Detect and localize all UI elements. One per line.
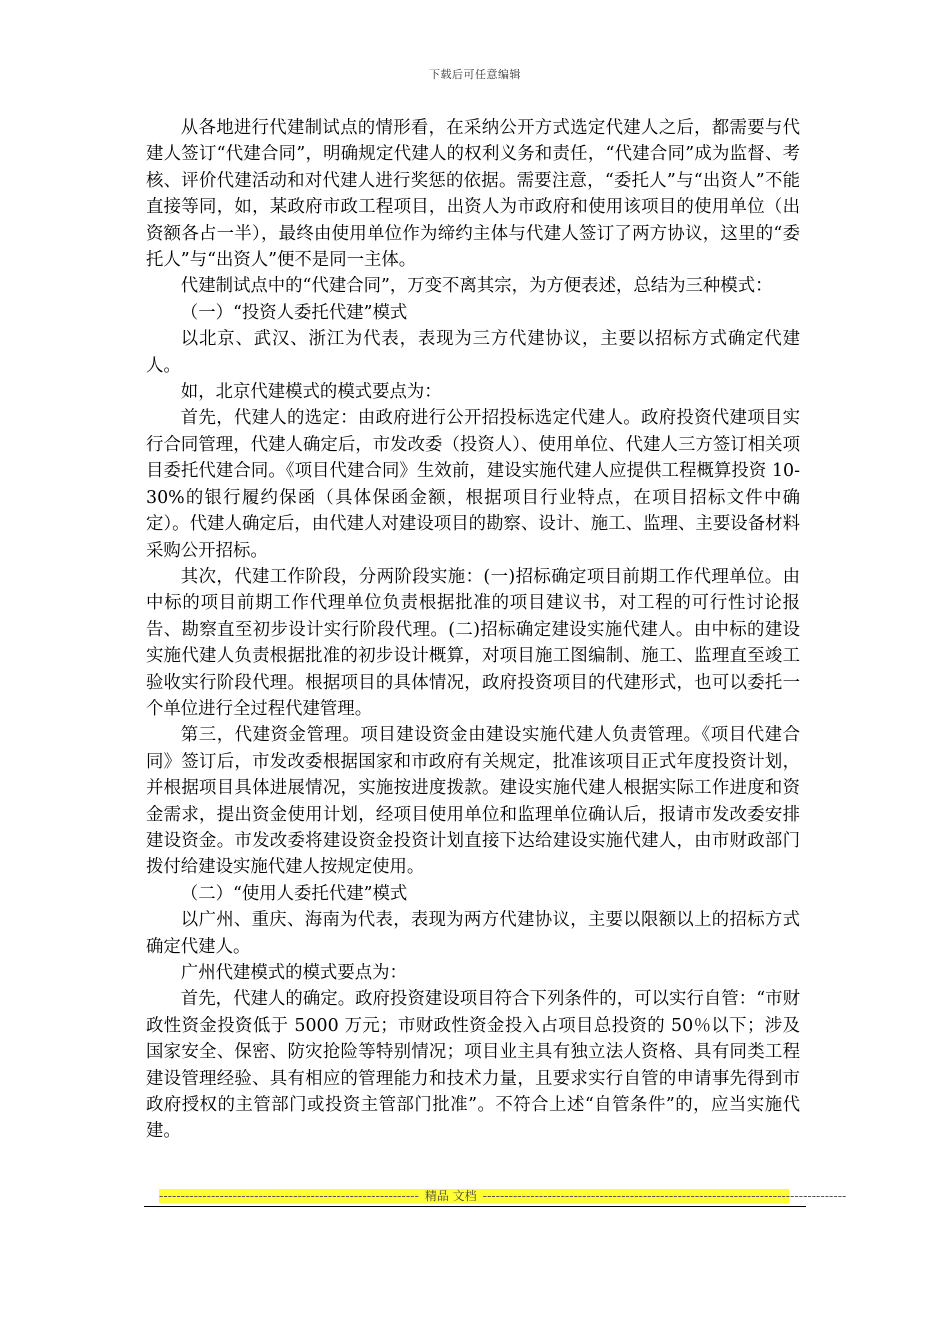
footer-rule <box>144 1206 806 1207</box>
paragraph: 以广州、重庆、海南为代表，表现为两方代建协议，主要以限额以上的招标方式确定代建人。 <box>146 910 800 957</box>
footer-label: 精品 文档 <box>424 1189 477 1203</box>
paragraph: 第三，代建资金管理。项目建设资金由建设实施代建人负责管理。《项目代建合同》签订后，市发改委根据国家和市政府有关规定，批准该项目正式年度投资计划，并根据项目具体进展情况，实施按进度拨款。建设实施代建人根据实际工作进度和资金需求，提出资金使用计划，经项目使用单位和监理单位确认后，报请市发改委安排建设资金。市发改委将建设资金投资计划直接下达给建设实施代建人，由市财政部门拨付给建设实施代建人按规定使用。 <box>146 725 800 878</box>
page-header: 下载后可任意编辑 <box>429 68 521 81</box>
section-heading: （二）“使用人委托代建”模式 <box>180 883 408 904</box>
footer-dashes-right: ------------------------------------------------------------------------------------ <box>482 1189 847 1203</box>
paragraph: 代建制试点中的“代建合同”，万变不离其宗，为方便表述，总结为三种模式： <box>180 276 773 297</box>
paragraph: 如，北京代建模式的模式要点为： <box>180 382 442 403</box>
document-body <box>146 115 800 1145</box>
paragraph: 其次，代建工作阶段，分两阶段实施：(一)招标确定项目前期工作代理单位。由中标的项目前期工作代理单位负责根据批准的项目建议书，对工程的可行性讨论报告、勘察直至初步设计实行阶段代理。(二)招标确定建设实施代建人。由中标的建设实施代建人负责根据批准的初步设计概算，对项目施工图编制、施工、监理直至竣工验收实行阶段代理。根据项目的具体情况，政府投资项目的代建形式，也可以委托一个单位进行全过程代建管理。 <box>146 566 800 719</box>
paragraph: 首先，代建人的确定。政府投资建设项目符合下列条件的，可以实行自管：“市财政性资金投资低于 5000 万元；市财政性资金投入占项目总投资的 50％以下；涉及国家安全、保密、防灾抢险等特别情况；项目业主具有独立法人资格、具有同类工程建设管理经验、具有相应的管理能力和技术力量，且要求实行自管的申请事先得到市政府授权的主管部门或投资主管部门批准”。不符合上述“自管条件”的，应当实施代建。 <box>146 989 800 1142</box>
paragraph: 首先，代建人的选定：由政府进行公开招投标选定代建人。政府投资代建项目实行合同管理，代建人确定后，市发改委（投资人）、使用单位、代建人三方签订相关项目委托代建合同。《项目代建合同》生效前，建设实施代建人应提供工程概算投资 10-30%的银行履约保函（具体保函金额，根据项目行业特点，在项目招标文件中确定）。代建人确定后，由代建人对建设项目的勘察、设计、施工、监理、主要设备材料采购公开招标。 <box>146 408 800 561</box>
footer-banner <box>159 1189 847 1203</box>
paragraph: 以北京、武汉、浙江为代表，表现为三方代建协议，主要以招标方式确定代建人。 <box>146 329 800 376</box>
paragraph: 从各地进行代建制试点的情形看，在采纳公开方式选定代建人之后，都需要与代建人签订“代建合同”，明确规定代建人的权利义务和责任，“代建合同”成为监督、考核、评价代建活动和对代建人进行奖惩的依据。需要注意，“委托人”与“出资人”不能直接等同，如，某政府市政工程项目，出资人为市政府和使用该项目的使用单位（出资额各占一半），最终由使用单位作为缔约主体与代建人签订了两方协议，这里的“委托人”与“出资人”便不是同一主体。 <box>146 118 800 271</box>
paragraph: 广州代建模式的模式要点为： <box>180 963 407 983</box>
section-heading: （一）“投资人委托代建”模式 <box>180 302 408 323</box>
footer-dashes-left: ------------------------------------------------------------ <box>159 1189 419 1203</box>
